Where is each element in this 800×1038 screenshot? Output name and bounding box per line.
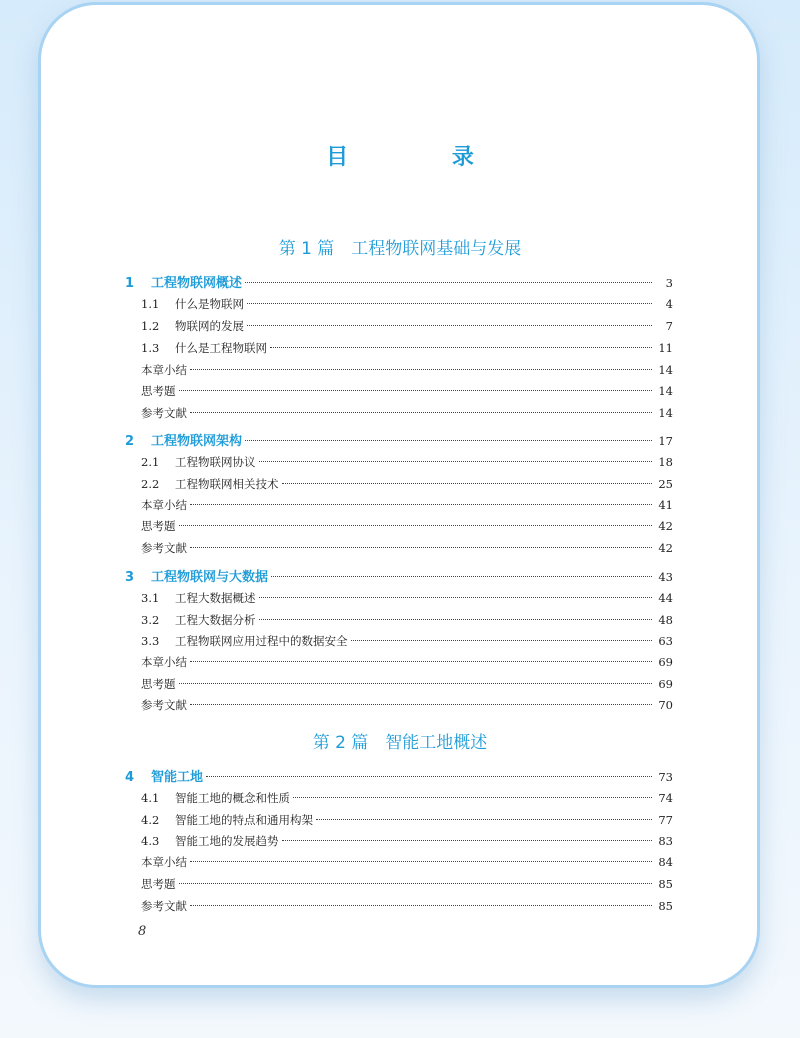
leader-dots [190, 861, 652, 862]
page-ref: 63 [658, 634, 673, 648]
section-title: 智能工地的发展趋势 [175, 834, 279, 848]
chapter-number: 2 [125, 434, 135, 449]
page-ref: 77 [658, 813, 673, 827]
section-number: 4.3 [141, 834, 160, 848]
leader-dots [206, 776, 652, 777]
leader-dots [270, 347, 652, 348]
toc-section[interactable] [125, 540, 673, 560]
toc-section[interactable] [125, 405, 673, 425]
toc-section[interactable] [125, 633, 673, 653]
section-number: 4.1 [141, 791, 160, 805]
page-ref: 4 [665, 297, 673, 311]
toc-section[interactable] [125, 296, 673, 316]
leader-dots [179, 683, 653, 684]
page-ref: 42 [658, 541, 673, 555]
section-title: 参考文献 [141, 899, 187, 913]
section-title: 物联网的发展 [175, 319, 244, 333]
toc-section[interactable] [125, 362, 673, 382]
section-number: 3.2 [141, 613, 160, 627]
page-ref: 73 [658, 770, 673, 784]
part-heading-1: 第 1 篇 工程物联网基础与发展 [278, 239, 522, 259]
section-title: 工程物联网相关技术 [175, 477, 279, 491]
part-heading-2: 第 2 篇 智能工地概述 [312, 733, 488, 753]
section-number: 1.1 [141, 297, 160, 311]
leader-dots [190, 661, 652, 662]
leader-dots [245, 282, 652, 283]
section-number: 1.2 [141, 319, 160, 333]
leader-dots [259, 461, 653, 462]
chapter-title: 工程物联网与大数据 [151, 570, 269, 585]
toc-section[interactable] [125, 854, 673, 874]
leader-dots [282, 840, 653, 841]
section-title: 什么是物联网 [175, 297, 244, 311]
page-ref: 83 [658, 834, 673, 848]
section-number: 4.2 [141, 813, 160, 827]
leader-dots [293, 797, 652, 798]
section-title: 工程物联网应用过程中的数据安全 [175, 634, 348, 648]
page-ref: 85 [658, 899, 673, 913]
leader-dots [351, 640, 653, 641]
section-number: 3.1 [141, 591, 160, 605]
section-number: 1.3 [141, 341, 160, 355]
page-ref: 14 [658, 363, 673, 377]
section-title: 思考题 [141, 677, 176, 691]
leader-dots [179, 525, 653, 526]
toc-section[interactable] [125, 518, 673, 538]
leader-dots [259, 619, 653, 620]
page-ref: 14 [658, 384, 673, 398]
section-title: 智能工地的特点和通用构架 [175, 813, 313, 827]
toc-section[interactable] [125, 833, 673, 853]
section-title: 本章小结 [141, 498, 187, 512]
page-ref: 74 [658, 791, 673, 805]
toc-section[interactable] [125, 876, 673, 896]
leader-dots [190, 369, 652, 370]
chapter-title: 工程物联网架构 [151, 434, 243, 449]
section-title: 工程大数据概述 [175, 591, 256, 605]
toc-chapter[interactable] [125, 430, 673, 450]
leader-dots [179, 390, 653, 391]
leader-dots [247, 303, 652, 304]
toc-chapter[interactable] [125, 566, 673, 586]
section-number: 2.2 [141, 477, 160, 491]
toc-chapter[interactable] [125, 766, 673, 786]
section-number: 3.3 [141, 634, 160, 648]
page-ref: 25 [658, 477, 673, 491]
leader-dots [190, 412, 652, 413]
leader-dots [190, 905, 652, 906]
page-ref: 43 [658, 570, 673, 584]
section-number: 2.1 [141, 455, 160, 469]
page-ref: 18 [658, 455, 673, 469]
section-title: 本章小结 [141, 363, 187, 377]
page-title: 目 录 [326, 145, 522, 170]
chapter-number: 1 [125, 276, 135, 291]
page-ref: 44 [658, 591, 673, 605]
section-title: 工程物联网协议 [175, 455, 256, 469]
toc-section[interactable] [125, 383, 673, 403]
leader-dots [190, 547, 652, 548]
page-ref: 85 [658, 877, 673, 891]
section-title: 本章小结 [141, 855, 187, 869]
leader-dots [190, 704, 652, 705]
chapter-number: 3 [125, 570, 135, 585]
page-ref: 69 [658, 655, 673, 669]
page-ref: 84 [658, 855, 673, 869]
section-title: 工程大数据分析 [175, 613, 256, 627]
toc-section[interactable] [125, 790, 673, 810]
leader-dots [245, 440, 652, 441]
leader-dots [179, 883, 653, 884]
toc-section[interactable] [125, 654, 673, 674]
toc-section[interactable] [125, 318, 673, 338]
leader-dots [190, 504, 652, 505]
section-title: 思考题 [141, 519, 176, 533]
page-ref: 69 [658, 677, 673, 691]
page-ref: 41 [658, 498, 673, 512]
chapter-title: 智能工地 [151, 770, 204, 785]
section-title: 思考题 [141, 877, 176, 891]
page-ref: 11 [658, 341, 673, 355]
page-ref: 14 [658, 406, 673, 420]
toc-chapter[interactable] [125, 272, 673, 292]
leader-dots [259, 597, 653, 598]
section-title: 智能工地的概念和性质 [175, 791, 290, 805]
section-title: 什么是工程物联网 [175, 341, 267, 355]
leader-dots [282, 483, 653, 484]
page-ref: 7 [665, 319, 673, 333]
section-title: 参考文献 [141, 541, 187, 555]
section-title: 思考题 [141, 384, 176, 398]
toc-section[interactable] [125, 697, 673, 717]
toc-section[interactable] [125, 497, 673, 517]
section-title: 参考文献 [141, 406, 187, 420]
toc-section[interactable] [125, 612, 673, 632]
page-ref: 48 [658, 613, 673, 627]
toc-section[interactable] [125, 676, 673, 696]
page-ref: 42 [658, 519, 673, 533]
page-number: 8 [138, 924, 147, 939]
toc-section[interactable] [125, 340, 673, 360]
chapter-number: 4 [125, 770, 135, 785]
toc-section[interactable] [125, 454, 673, 474]
page-ref: 3 [665, 276, 673, 290]
section-title: 本章小结 [141, 655, 187, 669]
toc-section[interactable] [125, 898, 673, 918]
leader-dots [247, 325, 652, 326]
toc-section[interactable] [125, 812, 673, 832]
page-ref: 70 [658, 698, 673, 712]
leader-dots [271, 576, 652, 577]
toc-section[interactable] [125, 590, 673, 610]
section-title: 参考文献 [141, 698, 187, 712]
toc-section[interactable] [125, 476, 673, 496]
leader-dots [316, 819, 652, 820]
chapter-title: 工程物联网概述 [151, 276, 243, 291]
page-ref: 17 [658, 434, 673, 448]
